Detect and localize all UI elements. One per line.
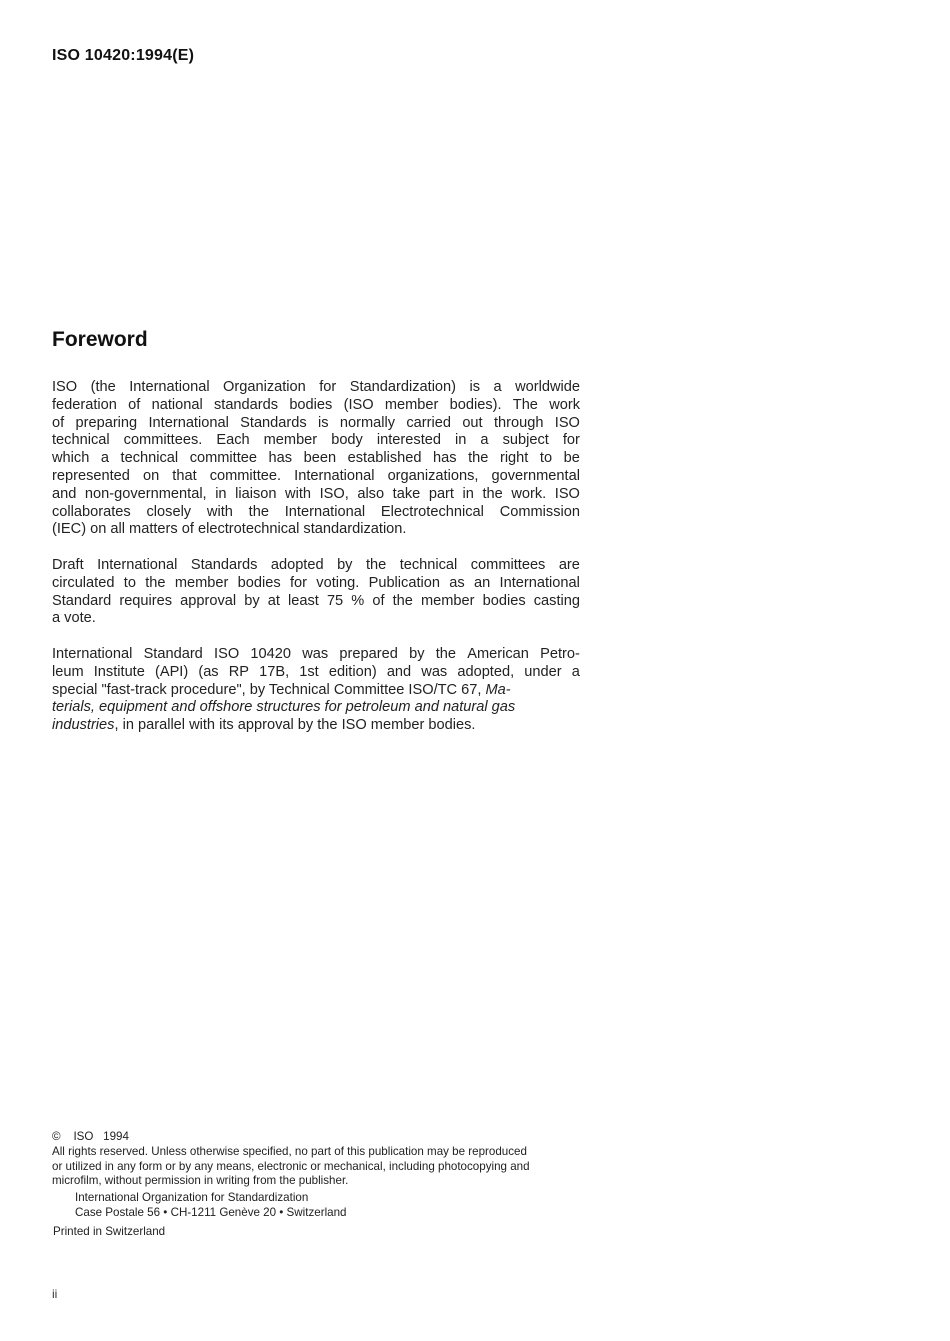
paragraph-preparation [52, 646, 580, 735]
text-line: which a technical committee has been established has the right to be [52, 450, 580, 467]
page-number: ii [52, 1287, 58, 1301]
text-line: represented on that committee. International organizations, governmental [52, 467, 580, 484]
copyright-year: 1994 [103, 1130, 129, 1143]
org-name: International Organization for Standardization [75, 1191, 309, 1204]
text-line: (IEC) on all matters of electrotechnical standardization. [52, 521, 407, 538]
text-line: or utilized in any form or by any means, electronic or mechanical, including photocopying and [52, 1159, 530, 1173]
text-line [52, 717, 580, 735]
italic-segment: Ma- [485, 681, 511, 698]
italic-segment: terials, equipment and offshore structures for petroleum and natural gas [52, 699, 516, 716]
text-line: Draft International Standards adopted by the technical committees are [52, 557, 580, 573]
printed-in: Printed in Switzerland [53, 1225, 166, 1238]
text-line: federation of national standards bodies (ISO member bodies). The work [52, 396, 580, 413]
section-title: Foreword [52, 328, 148, 351]
publisher-address [75, 1191, 605, 1220]
text-line [52, 699, 580, 717]
paragraph-iso-overview [52, 379, 580, 539]
document-id-header: ISO 10420:1994(E) [52, 47, 195, 64]
text-line: and non-governmental, in liaison with ISO, also take part in the work. ISO [52, 485, 580, 502]
text-line: Standard requires approval by at least 75 % of the member bodies casting [52, 592, 580, 609]
text-line: circulated to the member bodies for voting. Publication as an International [52, 574, 580, 591]
text-line: ISO (the International Organization for Standardization) is a worldwide [52, 379, 580, 395]
text-line: of preparing International Standards is normally carried out through ISO [52, 414, 580, 431]
org-address: Case Postale 56 • CH-1211 Genève 20 • Switzerland [75, 1205, 347, 1219]
copyright-holder: ISO [73, 1130, 94, 1143]
text-line: a vote. [52, 610, 96, 627]
text-line: collaborates closely with the International Electrotechnical Commission [52, 503, 580, 520]
paragraph-voting [52, 557, 580, 628]
text-segment: special "fast-track procedure", by Technical Committee ISO/TC 67, [52, 681, 486, 698]
text-line: leum Institute (API) (as RP 17B, 1st edition) and was adopted, under a [52, 663, 580, 680]
text-line: All rights reserved. Unless otherwise specified, no part of this publication may be reproduced [52, 1145, 527, 1158]
text-line: International Standard ISO 10420 was prepared by the American Petro- [52, 646, 580, 662]
text-line: microfilm, without permission in writing from the publisher. [52, 1174, 349, 1187]
text-segment: , in parallel with its approval by the ISO member bodies. [114, 717, 476, 734]
rights-notice [52, 1145, 582, 1189]
copyright-line [52, 1130, 582, 1145]
copyright-icon: © [52, 1130, 61, 1143]
text-line: technical committees. Each member body interested in a subject for [52, 432, 580, 449]
text-line [52, 682, 580, 700]
italic-segment: industries [52, 717, 115, 734]
